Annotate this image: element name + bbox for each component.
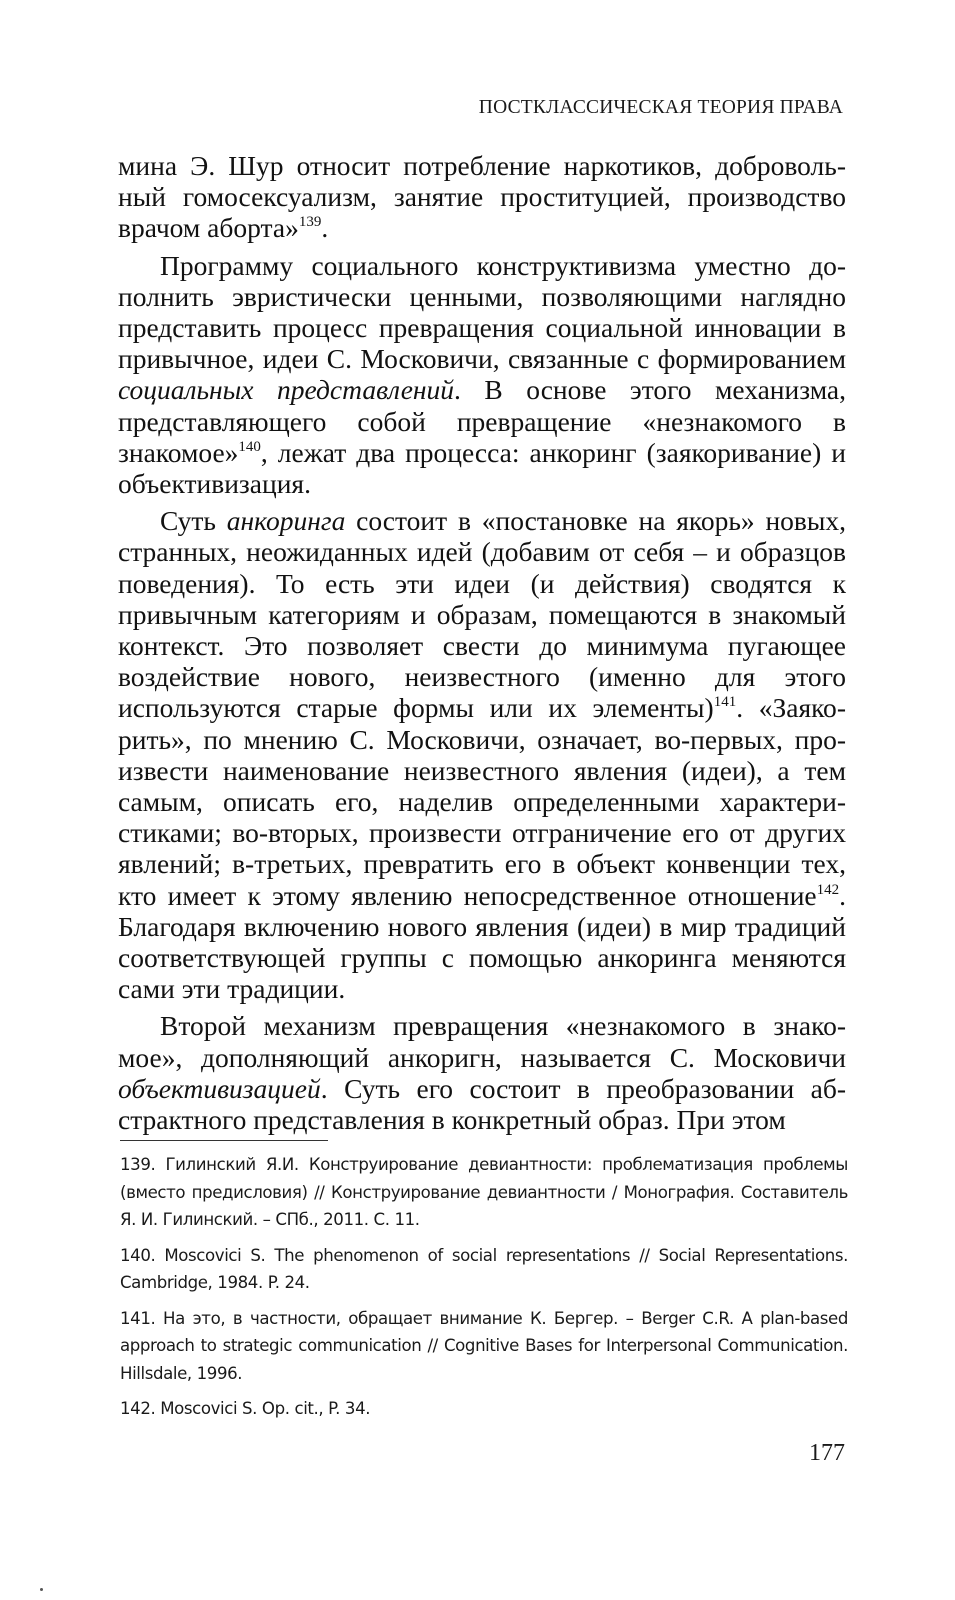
paragraph-3-emphasis: анкоринга xyxy=(226,505,346,537)
footnote-140: 140. Moscovici S. The phenomenon of social representations // Social Representations. Cambridge, 1984. P. 24. xyxy=(120,1245,848,1292)
footnotes xyxy=(120,1151,848,1431)
paragraph-2-part-c: , лежат два процесса: анкоринг (заякоривание) и объективизация. xyxy=(118,436,846,500)
paragraph-4-part-a: Второй механизм превращения «незнакомого в знакомое», дополняющий анкоригн, называется С. Московичи xyxy=(118,1010,846,1073)
paragraph-2-emphasis: социальных представлений xyxy=(118,374,455,406)
paragraph-4 xyxy=(118,1010,846,1135)
footnote-139: 139. Гилинский Я.И. Конструирование девиантности: проблематизация проблемы (вместо предисловия) // Конструирование девиантности / Монография. Составитель Я. И. Гилинский. – СПб., 2011. С. 11. xyxy=(120,1155,848,1229)
footnote-142: 142. Moscovici S. Op. cit., P. 34. xyxy=(120,1399,371,1418)
paragraph-1-text: мина Э. Шур относит потребление наркотиков, добровольный гомосексуализм, занятие проституцией, производство врачом аборта» xyxy=(118,150,846,244)
paragraph-2-part-a: Программу социального конструктивизма уместно дополнить эвристически ценными, позволяющими наглядно представить процесс превращения социальной инновации в привычное, идеи С. Московичи, связанные с формированием xyxy=(118,249,846,375)
paragraph-2-part-b: . В основе этого механизма, представляющего собой превращение «незнакомого в знакомое» xyxy=(118,374,846,468)
paragraph-1-tail: . xyxy=(321,212,329,244)
paragraph-3-part-d: . Благодаря включению нового явления (идеи) в мир традиций соответствующей группы с помощью анкоринга меняются сами эти традиции. xyxy=(118,879,846,1005)
paragraph-3-part-a: Суть xyxy=(160,505,227,537)
footnote-separator xyxy=(120,1140,328,1141)
main-text xyxy=(118,150,846,1135)
paragraph-2 xyxy=(118,250,846,500)
paragraph-1 xyxy=(118,150,846,244)
paragraph-3 xyxy=(118,505,846,1004)
paragraph-4-part-b: . Суть его состоит в преобразовании абстрактного представления в конкретный образ. При этом xyxy=(118,1072,846,1136)
footnote-ref-140[interactable]: 140 xyxy=(238,438,261,455)
paragraph-3-part-b: состоит в «постановке на якорь» новых, странных, неожиданных идей (добавим от себя – и образцов поведения). То есть эти идеи (и действия) сводятся к привычным категориям и образам, помещаются в знакомый контекст. Это позволяет свести до минимума пугающее воздействие нового, неизвестного (именно для этого используются старые формы или их элементы) xyxy=(118,505,846,724)
running-title: ПОСТКЛАССИЧЕСКАЯ ТЕОРИЯ ПРАВА xyxy=(478,97,843,118)
footnote-ref-141[interactable]: 141 xyxy=(713,694,737,711)
footnote-141: 141. На это, в частности, обращает внимание К. Бергер. – Berger C.R. A plan-based approach to strategic communication // Cognitive Bases for Interpersonal Communication. Hillsdale, 1996. xyxy=(120,1308,848,1383)
paragraph-3-part-c: . «Заякорить», по мнению С. Московичи, означает, во-первых, произвести наименование неизвестного явления (идеи), а тем самым, описать его, наделив определенными характеристиками; во-вторых, произвести отграничение его от других явлений; в-третьих, превратить его в объект конвенции тех, кто имеет к этому явлению непосредственное отношение xyxy=(118,692,846,911)
paragraph-4-emphasis: объективизацией xyxy=(118,1072,321,1104)
scan-speck xyxy=(40,1588,43,1591)
footnote-ref-142[interactable]: 142 xyxy=(816,881,840,898)
page-number: 177 xyxy=(809,1440,845,1466)
footnote-ref-139[interactable]: 139 xyxy=(298,214,322,231)
